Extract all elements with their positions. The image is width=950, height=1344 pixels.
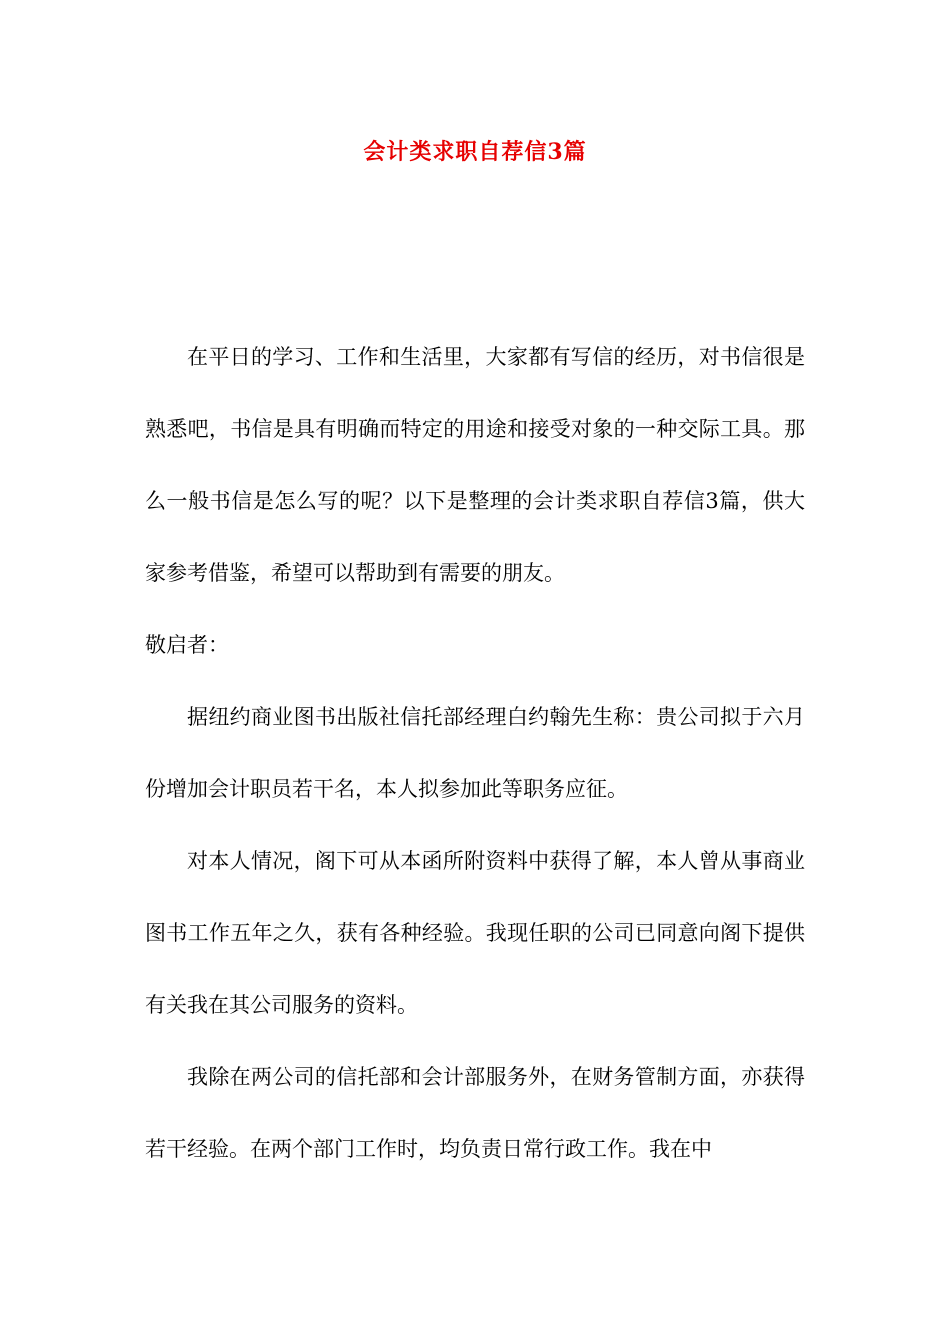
body-paragraph-1: 据纽约商业图书出版社信托部经理白约翰先生称：贵公司拟于六月份增加会计职员若干名，本人拟参加此等职务应征。 <box>145 705 805 801</box>
document-title: 会计类求职自荐信3篇 <box>363 139 587 165</box>
body-paragraph-3: 我除在两公司的信托部和会计部服务外，在财务管制方面，亦获得若干经验。在两个部门工作时，均负责日常行政工作。我在中 <box>145 1065 805 1161</box>
intro-paragraph: 在平日的学习、工作和生活里，大家都有写信的经历，对书信很是熟悉吧，书信是具有明确而特定的用途和接受对象的一种交际工具。那么一般书信是怎么写的呢？以下是整理的会计类求职自荐信3篇，供大家参考借鉴，希望可以帮助到有需要的朋友。 <box>145 345 805 585</box>
salutation: 敬启者： <box>145 633 229 657</box>
body-paragraph-2: 对本人情况，阁下可从本函所附资料中获得了解，本人曾从事商业图书工作五年之久，获有各种经验。我现任职的公司已同意向阁下提供有关我在其公司服务的资料。 <box>145 849 805 1017</box>
document-body <box>145 321 805 1185</box>
